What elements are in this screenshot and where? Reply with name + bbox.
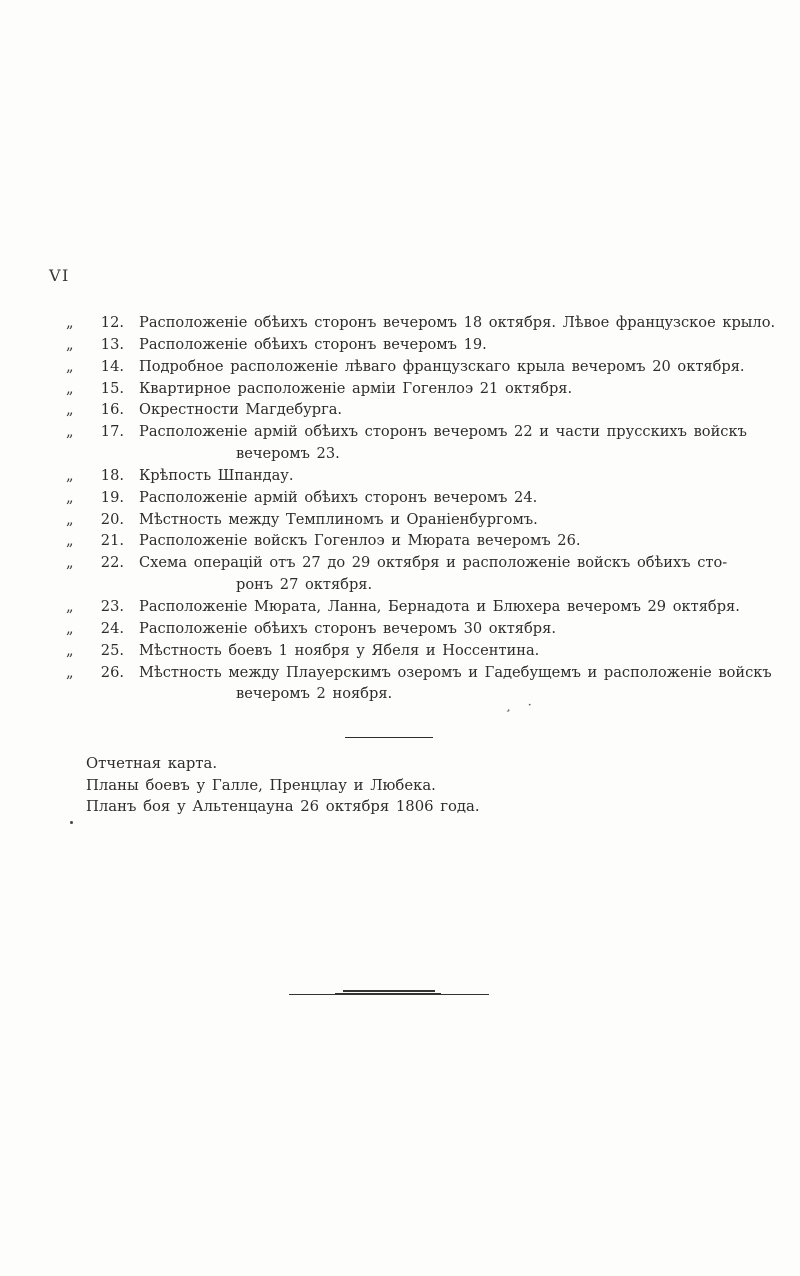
ditto-mark: „ (66, 488, 74, 506)
item-text (139, 662, 772, 706)
item-text-line: Окрестности Магдебурга. (139, 401, 343, 419)
item-text-line: Расположеніе войскъ Гогенлоэ и Мюрата вечеромъ 26. (139, 532, 581, 550)
item-number: 17. (100, 423, 124, 441)
artifact-segment (289, 994, 341, 995)
item-text (139, 596, 766, 618)
ditto-mark: „ (66, 554, 74, 572)
ditto-mark: „ (66, 379, 74, 397)
item-text-line: Подробное расположеніе лѣваго французскаго крыла вечеромъ 20 октября. (139, 357, 745, 375)
ink-dot-artifact (70, 821, 73, 824)
item-number: 13. (100, 335, 124, 353)
item-number: 18. (100, 466, 124, 484)
item-text-line: Расположеніе обѣихъ сторонъ вечеромъ 19. (139, 335, 487, 353)
artifact-segment (343, 990, 435, 992)
item-number: 25. (100, 641, 124, 659)
item-text (139, 421, 766, 465)
item-number: 24. (100, 619, 124, 637)
ditto-mark: „ (66, 663, 74, 681)
item-number: 16. (100, 401, 124, 419)
item-number: 15. (100, 379, 124, 397)
list-item (66, 312, 776, 334)
list-item (66, 378, 766, 400)
list-item (66, 662, 772, 706)
item-text-line: Расположеніе обѣихъ сторонъ вечеромъ 30 октября. (139, 619, 556, 637)
ditto-mark: „ (66, 357, 74, 375)
item-text (139, 487, 766, 509)
item-text-continuation: вечеромъ 23. (236, 445, 340, 463)
item-text-line: Квартирное расположеніе арміи Гогенлоэ 21 октября. (139, 379, 573, 397)
ditto-mark: „ (66, 423, 74, 441)
item-text-line: Расположеніе обѣихъ сторонъ вечеромъ 18 октября. Лѣвое французское крыло. (139, 314, 776, 331)
item-number: 20. (100, 510, 124, 528)
item-text (139, 618, 766, 640)
item-text (139, 312, 776, 334)
list-item (66, 596, 766, 618)
item-text (139, 399, 766, 421)
list-item (66, 334, 766, 356)
ditto-mark: „ (66, 597, 74, 615)
item-text (139, 378, 766, 400)
item-text-line: Расположеніе армій обѣихъ сторонъ вечеромъ 22 и части прусскихъ войскъ (139, 423, 747, 441)
scan-artifact-line (289, 990, 489, 997)
ditto-mark: „ (66, 401, 74, 419)
ditto-mark: „ (66, 314, 74, 331)
ditto-mark: „ (66, 619, 74, 637)
item-number: 23. (100, 597, 124, 615)
item-text-line: Схема операцій отъ 27 до 29 октября и расположеніе войскъ обѣихъ сто- (139, 554, 728, 572)
list-item (66, 618, 766, 640)
page-number: VI (49, 266, 70, 285)
item-text-continuation: вечеромъ 2 ноября. (236, 685, 393, 703)
footer-line: Отчетная карта. (86, 755, 218, 772)
item-number: 14. (100, 357, 124, 375)
item-number: 21. (100, 532, 124, 550)
item-text-line: Мѣстность боевъ 1 ноября у Ябеля и Носсентина. (139, 641, 540, 659)
list-item (66, 509, 766, 531)
list-item (66, 530, 766, 552)
separator-rule (345, 737, 433, 738)
item-text (139, 356, 766, 378)
scan-artifact-marks: ¸ · (505, 698, 538, 713)
list-item (66, 356, 766, 378)
ditto-mark: „ (66, 532, 74, 550)
artifact-segment (335, 993, 441, 995)
item-text-line: Мѣстность между Плауерскимъ озеромъ и Гадебущемъ и расположеніе войскъ (139, 663, 772, 681)
footer-block (86, 753, 480, 818)
map-list (66, 312, 776, 705)
list-item (66, 487, 766, 509)
ditto-mark: „ (66, 510, 74, 528)
artifact-segment (437, 994, 489, 995)
ditto-mark: „ (66, 641, 74, 659)
item-text (139, 640, 766, 662)
item-text-continuation: ронъ 27 октября. (236, 576, 373, 594)
list-item (66, 552, 766, 596)
item-text (139, 530, 766, 552)
item-number: 12. (100, 314, 124, 331)
item-text-line: Крѣпость Шпандау. (139, 466, 294, 484)
footer-line: Планы боевъ у Галле, Пренцлау и Любека. (86, 776, 436, 794)
list-item (66, 640, 766, 662)
item-text (139, 334, 766, 356)
item-number: 26. (100, 663, 124, 681)
item-text (139, 552, 766, 596)
footer-line: Планъ боя у Альтенцауна 26 октября 1806 года. (86, 798, 480, 816)
list-item (66, 465, 766, 487)
list-item (66, 399, 766, 421)
item-text-line: Расположеніе армій обѣихъ сторонъ вечеромъ 24. (139, 488, 538, 506)
item-text (139, 509, 766, 531)
ditto-mark: „ (66, 335, 74, 353)
item-number: 22. (100, 554, 124, 572)
item-number: 19. (100, 488, 124, 506)
list-item (66, 421, 766, 465)
item-text (139, 465, 766, 487)
item-text-line: Расположеніе Мюрата, Ланна, Бернадота и Блюхера вечеромъ 29 октября. (139, 597, 740, 615)
ditto-mark: „ (66, 466, 74, 484)
item-text-line: Мѣстность между Темплиномъ и Ораніенбургомъ. (139, 510, 538, 528)
